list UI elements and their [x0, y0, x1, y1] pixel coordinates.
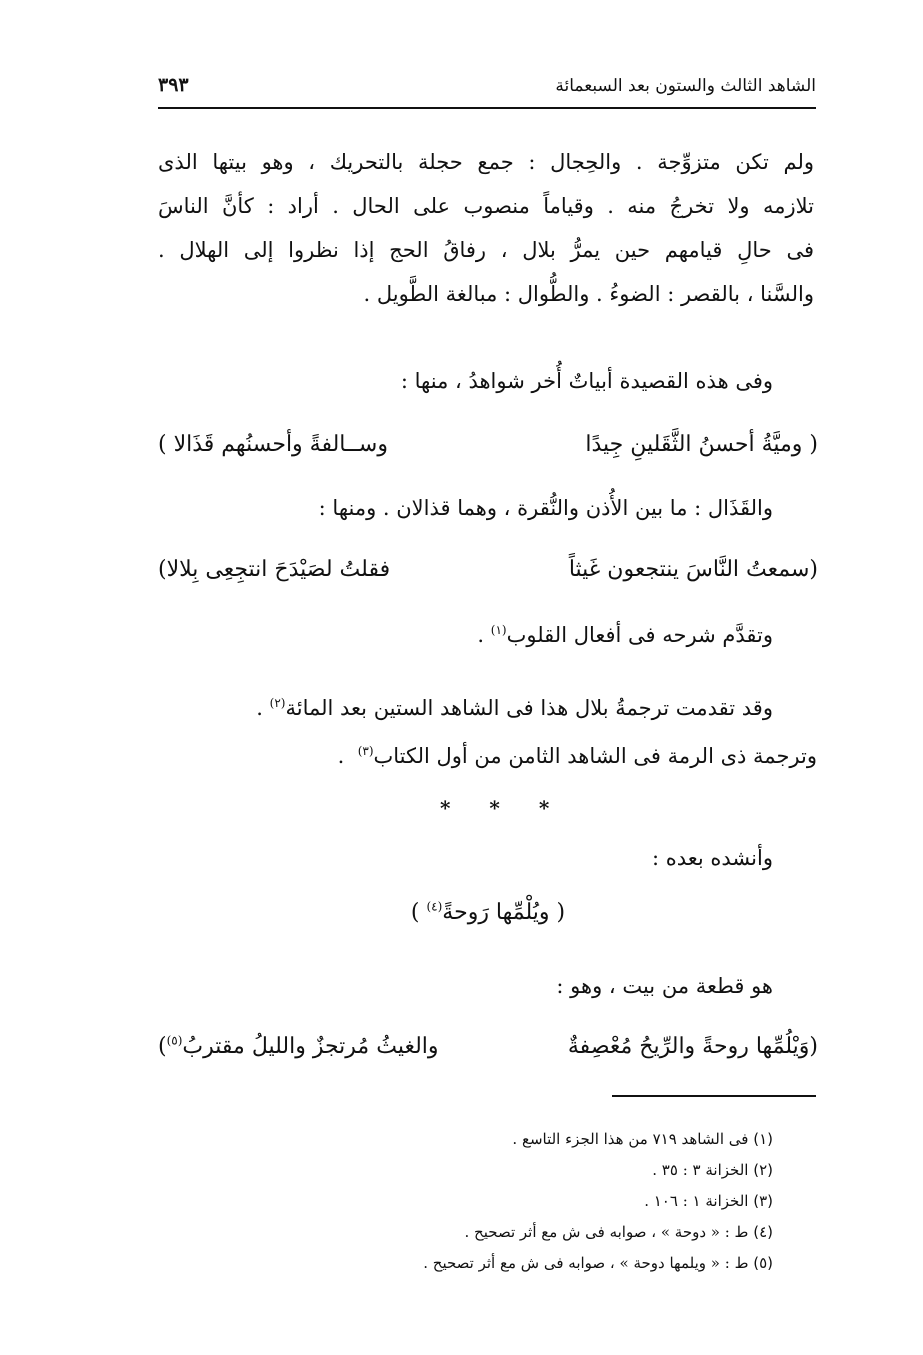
footnote-number: (١) [753, 1130, 773, 1148]
footnote-number: (٢) [753, 1161, 773, 1179]
footnote-text: فى الشاهد ٧١٩ من هذا الجزء التاسع . [512, 1130, 749, 1148]
verses-intro: وفى هذه القصيدة أبياتٌ أُخر شواهدُ ، منها : [400, 369, 773, 393]
anshadahu-line: وأنشده بعده : [651, 846, 773, 870]
paragraph-1 [158, 140, 814, 316]
paragraph-line: ولم تكن متزوِّجة . والحِجال : جمع حجلة بالتحريك ، وهو بيتها الذى [158, 150, 814, 174]
verse-2-hemistich-2: فقلتُ لصَيْدَحَ انتجِعِى بِلالا) [158, 557, 391, 582]
footnote-divider [612, 1095, 816, 1097]
fragment-note: هو قطعة من بيت ، وهو : [556, 974, 773, 998]
paragraph-line: والسَّنا ، بالقصر : الضوءُ . والطُّوال : مبالغة الطَّويل . [363, 282, 814, 306]
footnote-text: ط : « دوحة » ، صوابه فى ش مع أثر تصحيح . [464, 1223, 749, 1241]
verse-2-hemistich-1: (سمعتُ النَّاسَ ينتجعون غَيثاً [568, 557, 818, 582]
page-number: ٣٩٣ [158, 74, 189, 96]
biography-text-1: وقد تقدمت ترجمةُ بلال هذا فى الشاهد الستين بعد المائة [285, 696, 773, 720]
footnote-number: (٥) [753, 1254, 773, 1272]
footnote-ref: (٣) [357, 744, 374, 758]
verse-1 [158, 425, 818, 465]
verse-3-hemistich-1: (وَيْلُمِّها روحةً والرِّيحُ مُعْصِفةٌ [567, 1034, 818, 1059]
quoted-fragment: ( ويُلْمِّها رَوحةً$^{(٤)}$ ) [410, 899, 566, 925]
quoted-fragment-text: ( ويُلْمِّها رَوحةً [442, 900, 566, 925]
footnote [423, 1155, 773, 1186]
verse-1-hemistich-1: ( وميَّةُ أحسنُ الثَّقَلينِ جِيدًا [585, 432, 818, 457]
cross-reference-text: وتقدَّم شرحه فى أفعال القلوب [506, 623, 773, 647]
qadhal-definition: والقَذَال : ما بين الأُذن والنُّقرة ، وهما قذالان . ومنها : [318, 496, 773, 520]
section-separator: * * * [440, 796, 566, 820]
biography-line-2: وترجمة ذى الرمة فى الشاهد الثامن من أول الكتاب$^{(٣)}$ . [337, 744, 817, 768]
verse-1-hemistich-2: وســالفةً وأحسنُهم قَذَالا ) [158, 432, 388, 457]
footnote [423, 1217, 773, 1248]
footnote-ref: (٤) [426, 899, 443, 914]
footnote-number: (٣) [753, 1192, 773, 1210]
biography-text-2: وترجمة ذى الرمة فى الشاهد الثامن من أول الكتاب [373, 744, 817, 768]
footnote-number: (٤) [753, 1223, 773, 1241]
footnote [423, 1186, 773, 1217]
footnotes [423, 1124, 773, 1279]
verse-2 [158, 550, 818, 590]
biography-line-1: وقد تقدمت ترجمةُ بلال هذا فى الشاهد الستين بعد المائة$^{(٢)}$ . [256, 696, 773, 720]
footnote-text: الخزانة ١ : ١٠٦ . [644, 1192, 749, 1210]
footnote-ref: (١) [490, 623, 507, 637]
footnote-ref: (٥) [166, 1033, 183, 1048]
running-header [158, 72, 816, 106]
header-divider [158, 107, 816, 109]
verse-3-hemistich-2-wrap: والغيثُ مُرتجزٌ والليلُ مقتربُ$^{(٥)}$) [158, 1033, 439, 1059]
paragraph-line: تلازمه ولا تخرجُ منه . وقياماً منصوب على الحال . أراد : كأنَّ الناسَ [158, 194, 814, 218]
footnote-text: ط : « ويلمها دوحة » ، صوابه فى ش مع أثر تصحيح . [423, 1254, 749, 1272]
footnote [423, 1124, 773, 1155]
paragraph-line: فى حالِ قيامهم حين يمرُّ بلال ، رفاقُ الحج إذا نظروا إلى الهلال . [158, 238, 814, 262]
cross-reference-line: وتقدَّم شرحه فى أفعال القلوب$^{(١)}$ . [477, 623, 773, 647]
footnote-text: الخزانة ٣ : ٣٥ . [652, 1161, 749, 1179]
running-title: الشاهد الثالث والستون بعد السبعمائة [555, 76, 816, 96]
verse-3 [158, 1027, 818, 1067]
verse-3-hemistich-2: والغيثُ مُرتجزٌ والليلُ مقتربُ [182, 1034, 439, 1059]
footnote [423, 1248, 773, 1279]
footnote-ref: (٢) [269, 696, 286, 710]
